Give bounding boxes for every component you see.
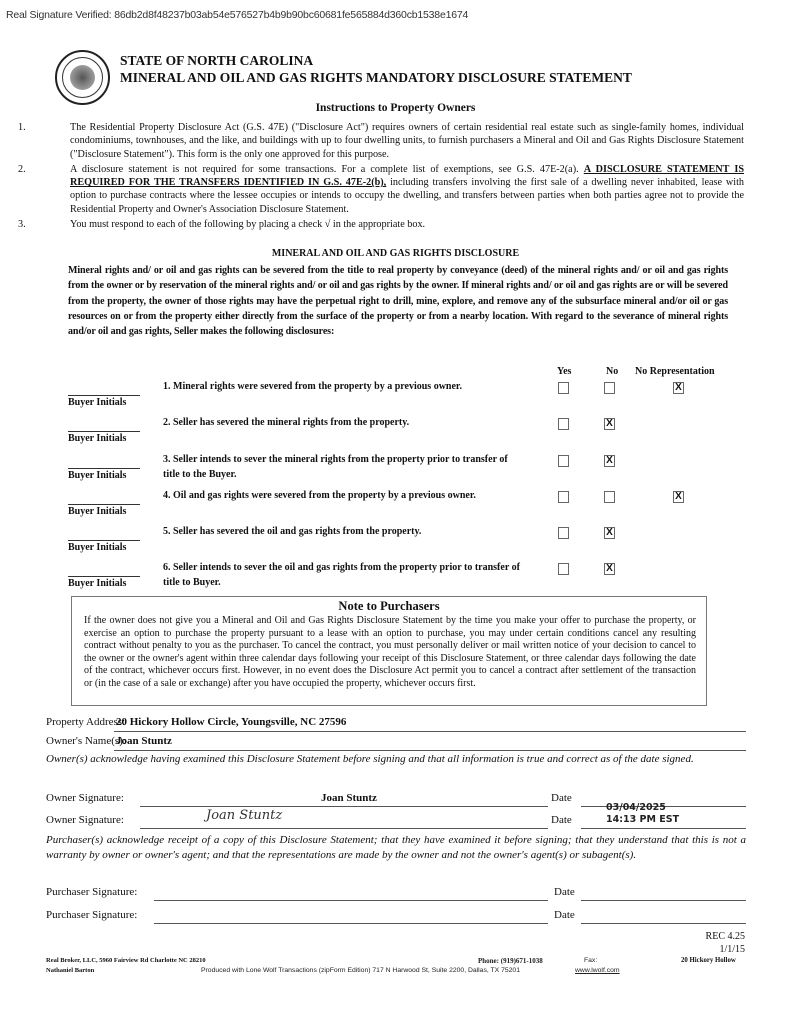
owner-signature-row-2 [46, 802, 746, 829]
disclosure-heading: MINERAL AND OIL AND GAS RIGHTS DISCLOSURE [271, 248, 520, 259]
owner-signature-label: Owner Signature: [46, 792, 124, 804]
owner-signature-typed[interactable]: Joan Stuntz [321, 792, 377, 804]
purchaser-date-line[interactable] [581, 900, 746, 901]
buyer-initials-line[interactable] [68, 540, 140, 541]
instructions-list [18, 121, 744, 233]
owner-name-field [46, 735, 746, 751]
note-title: Note to Purchasers [338, 599, 440, 613]
disclosure-question-row [68, 559, 738, 595]
broker-info: Real Broker, LLC, 5960 Fairview Rd Charlotte NC 28210 [46, 957, 206, 964]
checkbox-yes[interactable] [558, 418, 569, 430]
instruction-text: The Residential Property Disclosure Act (G.S. 47E) ("Disclosure Act") requires owners of certain residential real estate such as single-family homes, individual condominiums, townhouses, and the like, and buildings with up to four dwelling units, to furnish purchasers a Mineral and Oil and Gas Rights Disclosure Statement ("Disclosure Statement"). This form is the only one approved for this purpose. [70, 122, 744, 160]
checkbox-yes[interactable] [558, 527, 569, 539]
owner-signature-script[interactable]: Joan Stuntz [206, 808, 283, 823]
owner-signature-line [140, 828, 548, 829]
produced-with-notice: Produced with Lone Wolf Transactions (zipForm Edition) 717 N Harwood St, Suite 2200, Dallas, TX 75201 [201, 967, 520, 974]
lone-wolf-link[interactable]: www.lwolf.com [575, 967, 620, 974]
date-label: Date [551, 792, 572, 804]
instruction-number: 2. [18, 163, 26, 175]
checkbox-no[interactable]: X [604, 563, 615, 575]
instructions-heading: Instructions to Property Owners [315, 102, 476, 114]
checkbox-yes[interactable] [558, 455, 569, 467]
signed-time: 14:13 PM EST [606, 814, 680, 825]
property-address-label: Property Address: [46, 716, 126, 728]
purchaser-signature-line[interactable] [154, 923, 548, 924]
checkbox-yes[interactable] [558, 563, 569, 575]
buyer-initials-line[interactable] [68, 431, 140, 432]
instruction-number: 1. [18, 122, 26, 133]
owner-acknowledgement: Owner(s) acknowledge having examined this Disclosure Statement before signing and that all information is true and correct as of the date signed. [46, 753, 694, 765]
buyer-initials-label: Buyer Initials [68, 506, 127, 517]
instruction-emphasis: A DISCLOSURE STATEMENT IS REQUIRED FOR THE TRANSFERS IDENTIFIED IN G.S. 47E-2(b), [70, 163, 745, 189]
purchaser-signature-label: Purchaser Signature: [46, 909, 138, 921]
buyer-initials-line[interactable] [68, 576, 140, 577]
checkbox-no[interactable]: X [604, 527, 615, 539]
broker-phone: Phone: (919)671-1038 [478, 957, 543, 965]
owner-date-line[interactable] [581, 828, 746, 829]
instruction-item [18, 163, 744, 216]
date-label: Date [551, 814, 572, 826]
column-header-yes: Yes [557, 366, 572, 377]
instruction-text [70, 163, 744, 216]
buyer-initials-label: Buyer Initials [68, 433, 127, 444]
question-text: 2. Seller has severed the mineral rights from the property. [163, 417, 410, 428]
disclosure-question-row [68, 378, 738, 414]
buyer-initials-label: Buyer Initials [68, 542, 127, 553]
transaction-file-name: 20 Hickory Hollow [681, 957, 736, 964]
purchaser-signature-label: Purchaser Signature: [46, 886, 138, 898]
signed-date: 03/04/2025 [606, 802, 666, 813]
owner-signature-label: Owner Signature: [46, 814, 124, 826]
checkbox-no[interactable]: X [604, 455, 615, 467]
checkbox-yes[interactable] [558, 491, 569, 503]
owner-signature-line [140, 806, 548, 807]
question-text: 6. Seller intends to sever the oil and gas rights from the property prior to transfer of title to Buyer. [163, 562, 520, 588]
property-address-field [46, 716, 746, 732]
form-title: MINERAL AND OIL AND GAS RIGHTS MANDATORY DISCLOSURE STATEMENT [120, 70, 632, 85]
date-label: Date [554, 909, 575, 921]
disclosure-question-row [68, 523, 738, 559]
buyer-initials-line[interactable] [68, 504, 140, 505]
note-body: If the owner does not give you a Mineral and Oil and Gas Rights Disclosure Statement by the time you make your offer to purchase the property, or exercise an option to purchase the property pursuant to a lease with an option to purchase, you may under certain conditions cancel any resulting contract without penalty to you as the purchaser. To cancel the contract, you must personally deliver or mail written notice of your decision to cancel to the owner or the owner's agent within three calendar days following your receipt of this Disclosure Statement, or three calendar days following the date of the contract, whichever occurs first. However, in no event does the Disclosure Act permit you to cancel a contract after settlement of the transaction or (in the case of a sale or exchange) after you have occupied the property, whichever occurs first. [84, 615, 696, 689]
signature-verification-hash: Real Signature Verified: 86db2d8f48237b03ab54e576527b4b9b90bc60681fe565884d360cb1538e1674 [6, 9, 469, 21]
checkbox-no[interactable] [604, 491, 615, 503]
purchaser-signature-row-1 [46, 883, 746, 901]
question-text: 3. Seller intends to sever the mineral rights from the property prior to transfer of title to the Buyer. [163, 454, 508, 480]
column-header-no-representation: No Representation [635, 366, 715, 377]
question-text: 4. Oil and gas rights were severed from the property by a previous owner. [163, 490, 476, 501]
owner-name-label: Owner's Name(s): [46, 735, 126, 747]
instruction-item [18, 218, 744, 231]
instruction-item [18, 121, 744, 161]
instruction-number: 3. [18, 219, 26, 231]
purchaser-date-line[interactable] [581, 923, 746, 924]
column-header-no: No [606, 366, 619, 377]
disclosure-intro: Mineral rights and/ or oil and gas rights can be severed from the title to real property by conveyance (deed) of the mineral rights and/ or oil and gas rights from the owner or by reservation of the mineral rights and/ or oil and gas rights by the owner. If mineral rights and/ or oil and gas rights are or will be severed from the property, the owner of those rights may have the perpetual right to drill, mine, explore, and remove any of the subsurface mineral and/or oil or gas resources on or from the property either directly from the surface of the property or from a nearby location. With regard to the severance of mineral rights and/or oil and gas rights, Seller makes the following disclosures: [68, 265, 728, 338]
owner-name-line [114, 750, 746, 751]
form-revision-date: 1/1/15 [719, 944, 745, 955]
purchaser-acknowledgement: Purchaser(s) acknowledge receipt of a copy of this Disclosure Statement; that they have examined it before signing; that they understand that this is not a warranty by owner or owner's agent; and that the representations are made by the owner and not the owner's agent(s) or subagent(s). [46, 834, 746, 861]
checkbox-no[interactable] [604, 382, 615, 394]
property-address-line [114, 731, 746, 732]
purchaser-signature-row-2 [46, 906, 746, 924]
checkbox-no-representation[interactable]: X [673, 491, 684, 503]
instruction-text-part: A disclosure statement is not required for some transactions. For a complete list of exemptions, see G.S. 47E-2(a). [70, 163, 584, 175]
disclosure-question-row [68, 451, 738, 487]
buyer-initials-line[interactable] [68, 468, 140, 469]
buyer-initials-label: Buyer Initials [68, 397, 127, 408]
property-address-value[interactable]: 20 Hickory Hollow Circle, Youngsville, NC 27596 [116, 716, 347, 728]
question-text: 5. Seller has severed the oil and gas rights from the property. [163, 526, 422, 537]
question-text: 1. Mineral rights were severed from the property by a previous owner. [163, 381, 462, 392]
buyer-initials-label: Buyer Initials [68, 578, 127, 589]
agent-name: Nathaniel Barton [46, 967, 95, 974]
buyer-initials-label: Buyer Initials [68, 470, 127, 481]
purchaser-signature-line[interactable] [154, 900, 548, 901]
form-code: REC 4.25 [705, 931, 745, 942]
disclosure-question-row [68, 487, 738, 523]
disclosure-question-row [68, 414, 738, 450]
buyer-initials-line[interactable] [68, 395, 140, 396]
form-title-state: STATE OF NORTH CAROLINA [120, 53, 314, 68]
note-to-purchasers-box [71, 596, 707, 706]
instruction-text: You must respond to each of the following by placing a check √ in the appropriate box. [70, 219, 426, 231]
date-label: Date [554, 886, 575, 898]
nc-real-estate-commission-seal-icon [55, 50, 110, 105]
instruction-text-part: including transfers involving the first sale of a dwelling never inhabited, lease with option to purchase contracts where the lessee occupies or intends to occupy the dwelling, and transfers between parties when both parties agree not to provide the Residential Property and Owner's Association Disclosure Statement. [70, 177, 744, 215]
owner-name-value[interactable]: Joan Stuntz [116, 735, 172, 747]
checkbox-no[interactable]: X [604, 418, 615, 430]
checkbox-no-representation[interactable]: X [673, 382, 684, 394]
checkbox-yes[interactable] [558, 382, 569, 394]
broker-fax: Fax: [584, 957, 598, 964]
